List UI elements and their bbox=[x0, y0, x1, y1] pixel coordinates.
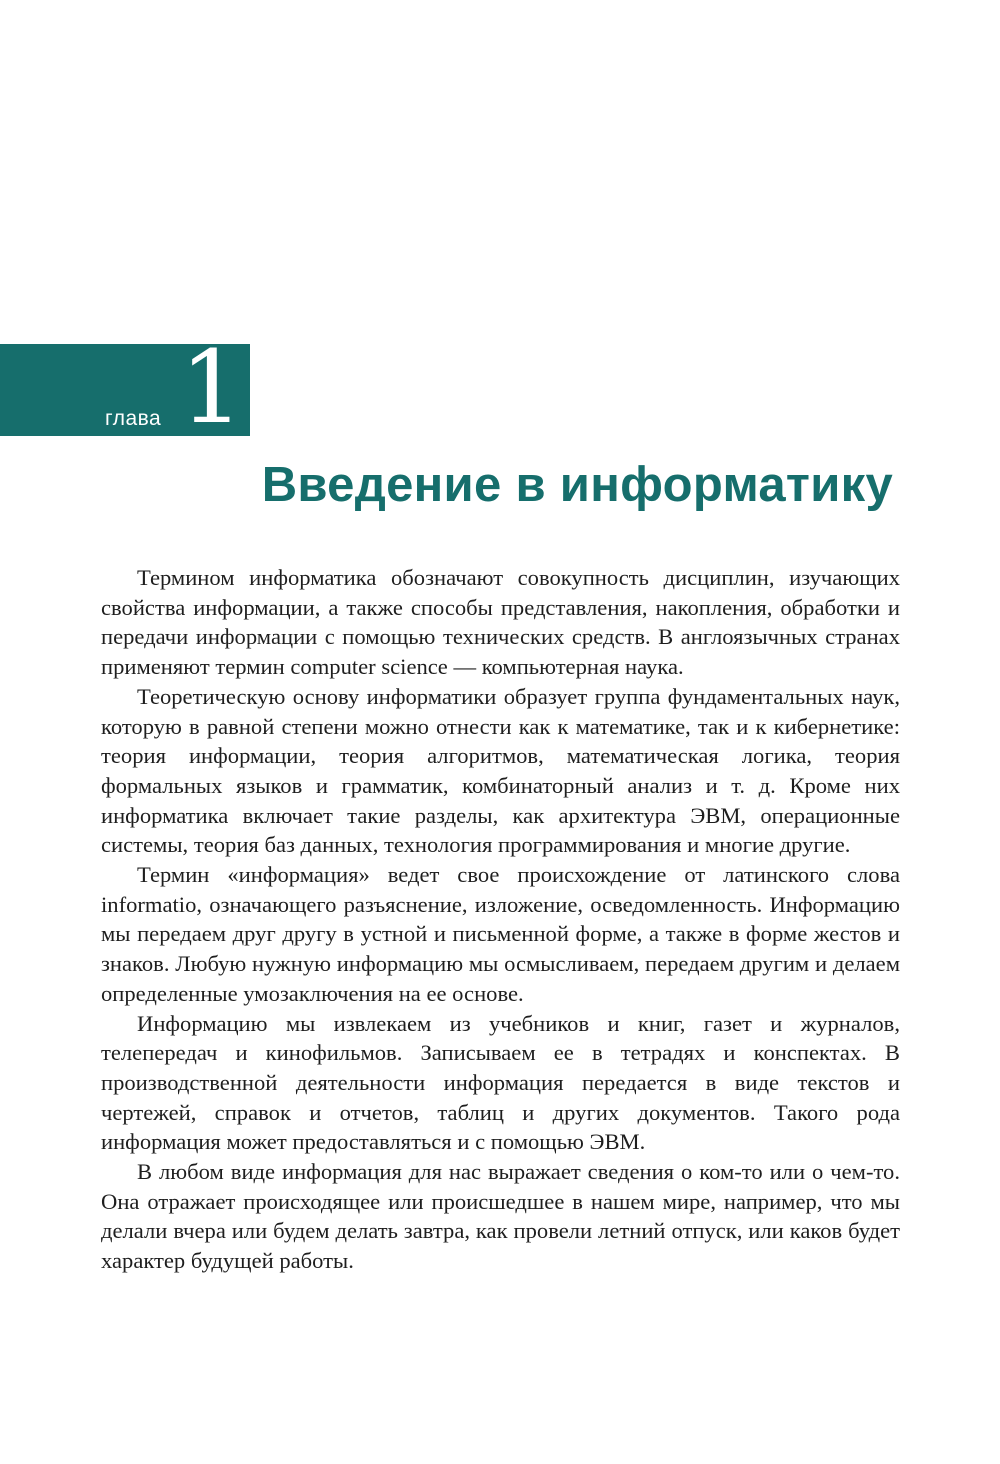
paragraph: Термином информатика обозначают совокупность дисциплин, изучающих свойства информации, а также способы представления, накопления, обработки и передачи информации с помощью технических средств. В англоязычных странах применяют термин computer science — компьютерная наука. bbox=[101, 565, 900, 680]
chapter-label: глава bbox=[105, 407, 162, 430]
paragraph: Информацию мы извлекаем из учебников и книг, газет и журналов, телепередач и кинофильмов. Записываем ее в тетрадях и конспектах. В производственной деятельности информация передается в виде текстов и чертежей, справок и отчетов, таблиц и других документов. Такого рода информация может предоставляться и с помощью ЭВМ. bbox=[101, 1010, 900, 1155]
chapter-body bbox=[101, 563, 900, 1276]
paragraph: Термин «информация» ведет свое происхождение от латинского слова informatio, означающего разъяснение, изложение, осведомленность. Информацию мы передаем друг другу в устной и письменной форме, а также в форме жестов и знаков. Любую нужную информацию мы осмысливаем, передаем другим и делаем определенные умозаключения на ее основе. bbox=[101, 862, 900, 1006]
chapter-title: Введение в информатику bbox=[261, 458, 893, 512]
paragraph: Теоретическую основу информатики образует группа фундаментальных наук, которую в равной степени можно отнести как к математике, так и к кибернетике: теория информации, теория алгоритмов, математическая логика, теория формальных языков и грамматик, комбинаторный анализ и т. д. Кроме них информатика включает такие разделы, как архитектура ЭВМ, операционные системы, теория баз данных, технология программирования и многие другие. bbox=[101, 683, 900, 858]
paragraph: В любом виде информация для нас выражает сведения о ком-то или о чем-то. Она отражает происходящее или происшедшее в нашем мире, например, что мы делали вчера или будем делать завтра, как провели летний отпуск, или каков будет характер будущей работы. bbox=[101, 1159, 900, 1274]
chapter-number: 1 bbox=[180, 329, 244, 446]
